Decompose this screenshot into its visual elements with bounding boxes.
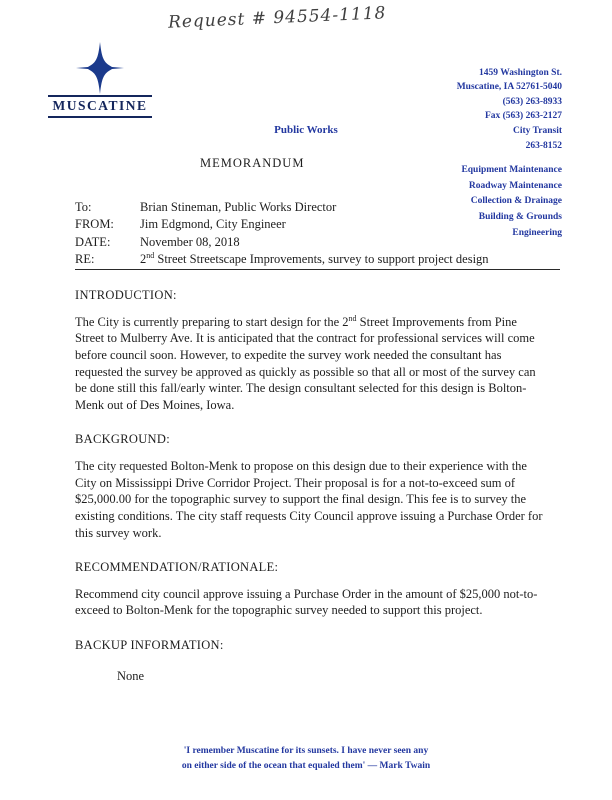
city-logo — [48, 42, 152, 119]
footer-quote-line: on either side of the ocean that equaled them' — Mark Twain — [181, 760, 431, 771]
intro-superscript: nd — [348, 313, 357, 323]
division-item: Roadway Maintenance — [468, 180, 562, 191]
address-line: Fax (563) 263-2127 — [484, 110, 562, 121]
division-item: Equipment Maintenance — [461, 165, 562, 175]
handwritten-request-number: Request # 94554-1118 — [167, 3, 387, 33]
re-text: 2 — [140, 251, 147, 266]
logo-rule-top — [48, 95, 152, 97]
footer-quote-line: 'I remember Muscatine for its sunsets. I have never seen any — [183, 745, 429, 756]
field-re-label: RE: — [75, 251, 95, 266]
header-divider-rule — [75, 269, 560, 270]
address-line: Muscatine, IA 52761-5040 — [456, 82, 562, 93]
field-re — [75, 251, 489, 268]
logo-rule-bottom — [48, 116, 152, 118]
field-re-value — [140, 251, 489, 268]
address-line: (563) 263-8933 — [502, 96, 562, 107]
compass-star-icon — [70, 42, 130, 94]
backup-value: None — [117, 668, 145, 683]
intro-text: The City is currently preparing to start design for the 2 — [75, 314, 349, 329]
section-heading-background: BACKGROUND: — [75, 432, 170, 447]
city-transit-name: City Transit — [513, 126, 562, 136]
division-item: Building & Grounds — [478, 212, 562, 223]
section-heading-backup: BACKUP INFORMATION: — [75, 638, 224, 652]
department-title: Public Works — [274, 124, 338, 136]
field-date-value: November 08, 2018 — [140, 234, 240, 249]
logo-city-name: MUSCATINE — [52, 98, 148, 113]
division-item: Engineering — [512, 227, 562, 238]
field-to-label: To: — [75, 200, 92, 214]
intro-text: Street Improvements from Pine Street to Mulberry Ave. It is anticipated that the contract for professional services will come before council soon. However, to expedite the survey work needed the consultant has requested the survey be approved as quickly as possible so that all or most of the survey can be done still this fall/early winter. The design consultant selected for this design is Bolton-Menk out of Des Moines, Iowa. — [75, 314, 536, 412]
re-superscript: nd — [146, 250, 155, 260]
footer-quote — [0, 744, 612, 774]
city-transit-phone: 263-8152 — [525, 140, 562, 151]
memo-title: MEMORANDUM — [200, 156, 305, 170]
re-text: Street Streetscape Improvements, survey to support project design — [154, 251, 489, 266]
field-date — [75, 234, 489, 251]
field-from-value: Jim Edgmond, City Engineer — [140, 217, 286, 232]
field-from-label: FROM: — [75, 217, 114, 232]
address-line: 1459 Washington St. — [479, 68, 562, 78]
section-para-background: The city requested Bolton-Menk to propose on this design due to their experience with the City on Mississippi Drive Corridor Project. Their proposal is for a not-to-exceed sum of $25,000.00 for the topographic survey to support the final design. This fee is to survey the existing conditions. The city staff requests City Council approve issuing a Purchase Order for this survey work. — [75, 459, 543, 540]
division-item: Collection & Drainage — [470, 196, 562, 207]
memo-body — [75, 279, 547, 684]
field-date-label: DATE: — [75, 234, 111, 249]
section-para-recommendation: Recommend city council approve issuing a Purchase Order in the amount of $25,000 not-to-exceed to Bolton-Menk for the topographic survey needed to support this project. — [75, 586, 538, 618]
section-para-introduction — [75, 314, 547, 414]
field-to-value: Brian Stineman, Public Works Director — [140, 200, 337, 214]
address-block — [457, 66, 562, 123]
field-to — [75, 199, 489, 216]
memo-header-fields — [75, 199, 489, 268]
section-heading-introduction: INTRODUCTION: — [75, 288, 177, 302]
city-transit-block — [513, 124, 562, 153]
section-heading-recommendation: RECOMMENDATION/RATIONALE: — [75, 560, 279, 575]
field-from — [75, 216, 489, 233]
